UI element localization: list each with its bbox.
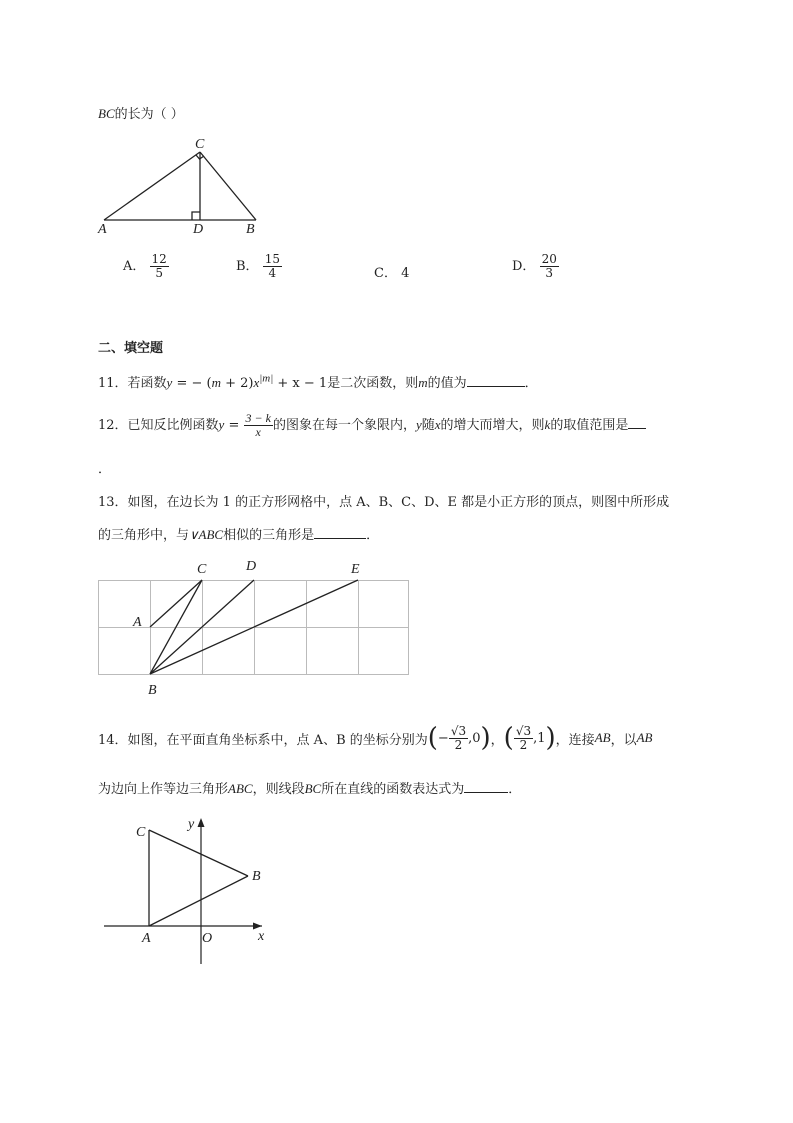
q14-line1: 14．如图，在平面直角坐标系中，点 A、B 的坐标分别为 ( − $\frac{√3}{2}$ ,0 ) ， ( $\frac{√3}{2}$ ,1 ) ，连接 AB ，以 AB — [98, 723, 653, 753]
q10-side-cb — [200, 152, 256, 220]
q13-label-e: E — [351, 562, 360, 577]
q10-option-d[interactable]: D． $\frac{20}{3}$ — [512, 252, 557, 280]
q14-label-o: O — [202, 931, 213, 946]
q10-figure — [95, 135, 270, 235]
q14-side-cb — [149, 830, 248, 876]
q13-label-c: C — [197, 562, 207, 577]
q14-label-c: C — [136, 825, 146, 840]
q10-option-b[interactable]: B． $\frac{15}{4}$ — [236, 252, 280, 280]
q14-coordinate-figure — [95, 808, 275, 973]
q12-end: ． — [98, 462, 112, 477]
q13-answer-blank[interactable] — [314, 526, 366, 539]
q10-label-a: A — [98, 222, 107, 235]
q13-label-b: B — [148, 683, 157, 698]
q10-stem — [98, 103, 184, 122]
q10-var-bc: BC — [98, 106, 115, 121]
q12-answer-blank[interactable] — [628, 416, 646, 429]
q13-label-d: D — [246, 559, 257, 574]
q14-line2: 为边向上作等边三角形ABC，则线段BC所在直线的函数表达式为 ． — [98, 781, 522, 797]
q14-y-arrow-icon — [198, 818, 205, 827]
q10-option-a[interactable]: A． $\frac{12}{5}$ — [123, 252, 167, 280]
q10-option-a-frac: $\frac{12}{5}$ — [151, 252, 167, 280]
q13-label-a: A — [133, 615, 142, 630]
q11-answer-blank[interactable] — [467, 374, 525, 387]
section-title: 二、填空题 — [98, 341, 164, 356]
q14-side-ab — [149, 876, 248, 926]
q14-label-a: A — [142, 931, 151, 946]
q14-label-y: y — [188, 817, 195, 832]
q10-option-c[interactable]: C． 4 — [374, 266, 410, 281]
q10-side-ac — [104, 152, 200, 220]
q13-line2: 的三角形中，与∨ABC相似的三角形是 ． — [98, 527, 380, 543]
q14-answer-blank[interactable] — [464, 780, 508, 793]
q14-label-b: B — [252, 869, 261, 884]
q11: 11．若函数y = − $(m + 2)x^{|m|} + x - 1$是二次函数，则m的值为 ． — [98, 372, 538, 391]
q10-stem-text: 的长为（ ） — [114, 107, 184, 122]
q10-label-b: B — [246, 222, 255, 235]
q12-fraction: $\frac{3 - k}{x}$ — [245, 411, 271, 439]
q10-right-angle-d — [192, 212, 200, 220]
q12: 12．已知反比例函数y = $\frac{3 - k}{x}$ 的图象在每一个象限内，y随x的增大而增大，则k的取值范围是 — [98, 412, 646, 439]
q13-seg-ac — [150, 580, 202, 627]
q10-label-c: C — [195, 137, 205, 152]
q14-point-b-frac: $\frac{√3}{2}$ — [515, 723, 532, 752]
q10-label-d: D — [193, 222, 204, 235]
q13-line1: 13．如图，在边长为 1 的正方形网格中，点 A、B、C、D、E 都是小正方形的顶点，则图中所形成 — [98, 495, 670, 510]
q10-option-d-frac: $\frac{20}{3}$ — [541, 252, 557, 280]
q14-point-a-frac: $\frac{√3}{2}$ — [450, 723, 467, 752]
q14-label-x: x — [258, 929, 265, 944]
q13-grid-figure — [95, 555, 415, 700]
q10-option-b-frac: $\frac{15}{4}$ — [264, 252, 280, 280]
